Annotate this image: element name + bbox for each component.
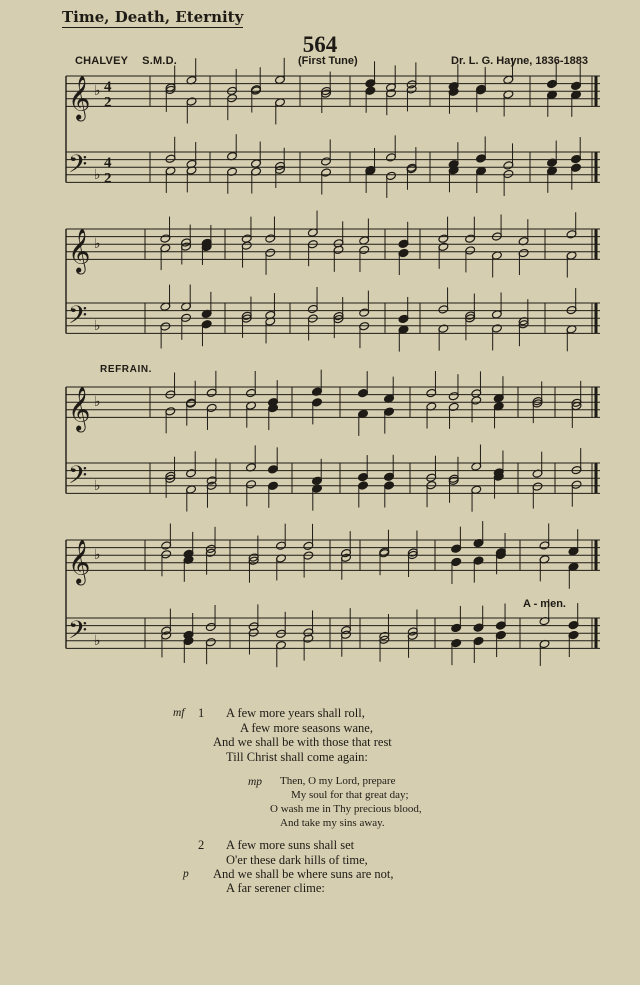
verse-line: A few more seasons wane, [240,721,373,735]
svg-text:♭: ♭ [94,394,101,411]
svg-text:♭: ♭ [94,317,101,334]
verse-line: And we shall be where suns are not, [213,867,394,881]
svg-text:♭: ♭ [94,477,101,494]
verse-line: Till Christ shall come again: [226,750,368,764]
svg-text:4: 4 [104,79,112,96]
staff-lines [66,76,600,648]
svg-text:♭: ♭ [94,83,101,100]
verse-line: A few more years shall roll, [226,706,365,720]
verse-line: And we shall be with those that rest [213,735,392,749]
section-title: Time, Death, Eternity [62,8,244,26]
composer-credit: Dr. L. G. Hayne, 1836-1883 [451,55,588,67]
svg-text:𝄢: 𝄢 [68,615,88,651]
verse-line: A few more suns shall set [226,838,355,852]
dynamic-marking: p [183,868,189,880]
chorus-line: Then, O my Lord, prepare [280,775,396,787]
svg-text:𝄢: 𝄢 [68,460,88,496]
svg-text:♭: ♭ [94,547,101,564]
svg-text:𝄞: 𝄞 [68,228,91,273]
chorus-line: O wash me in Thy precious blood, [270,803,422,815]
chorus-line: And take my sins away. [280,817,385,829]
verse-line: O'er these dark hills of time, [226,853,368,867]
svg-text:♭: ♭ [94,632,101,649]
music-notes [160,58,582,667]
svg-text:𝄞: 𝄞 [68,75,91,120]
tune-meter: S.M.D. [142,55,177,67]
svg-text:2: 2 [104,94,112,111]
amen-label: A - men. [523,598,566,610]
verse-number: 1 [198,706,205,720]
svg-text:𝄞: 𝄞 [68,386,91,431]
dynamic-marking: mp [248,776,263,788]
refrain-label: REFRAIN. [100,364,153,375]
verse-line: A far serener clime: [226,881,325,895]
svg-text:2: 2 [104,170,112,187]
svg-text:4: 4 [104,155,112,172]
tune-label: (First Tune) [298,55,358,67]
hymn-number: 564 [302,32,338,57]
svg-text:♭: ♭ [94,166,101,183]
svg-text:𝄞: 𝄞 [68,539,91,584]
chorus-line: My soul for that great day; [291,789,409,801]
svg-text:♭: ♭ [94,236,101,253]
dynamic-marking: mf [173,707,185,719]
tune-name: CHALVEY [75,55,129,67]
verse-number: 2 [198,838,205,852]
svg-text:𝄢: 𝄢 [68,149,88,185]
svg-text:𝄢: 𝄢 [68,300,88,336]
